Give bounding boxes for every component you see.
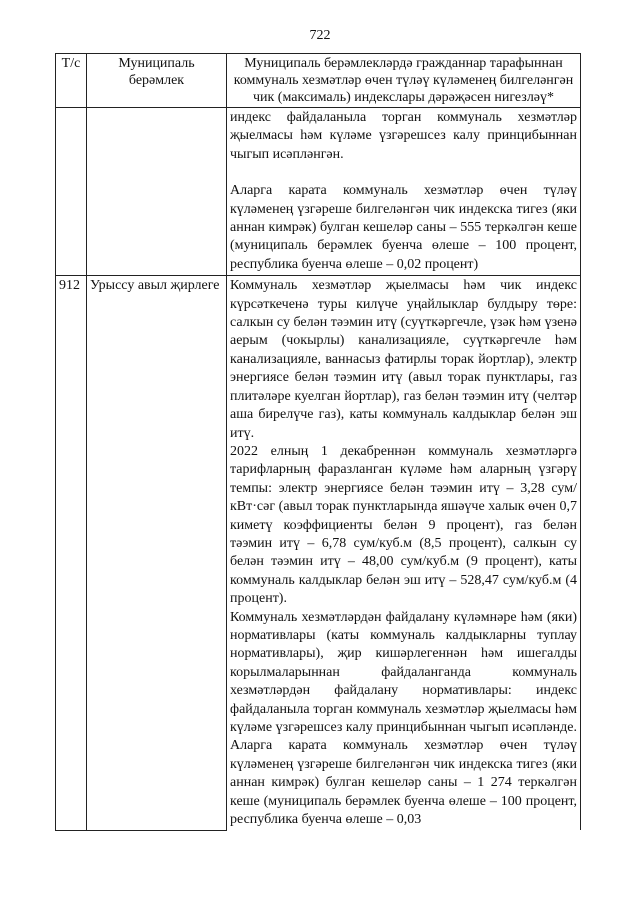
header-municipality: Муниципаль берәмлек [87, 54, 227, 108]
table-row-912 [56, 276, 581, 831]
continuation-municipality-cell [87, 108, 227, 276]
header-number: Т/с [56, 54, 87, 108]
paragraph: Аларга карата коммуналь хезмәтләр өчен түләү күләменең үзгәреше билгеләнгән чик индекска тигез (яки аннан кимрәк) булган кешеләр саны – 555 теркәлгән кеше (муниципаль берәмлек буенча өлеше – 100 процент, республика буенча өлеше – 0,02 процент) [230, 183, 577, 272]
continuation-number-cell [56, 108, 87, 276]
row-text-cell [227, 276, 581, 831]
row-municipality: Урыссу авыл җирлеге [87, 276, 227, 831]
row-number: 912 [56, 276, 87, 831]
paragraph: Коммуналь хезмәтләрдән файдалану күләмнәре һәм (яки) нормативлары (каты коммуналь калдыкларны туплау нормативлары), җир кишәрлегеннән һәм ишегалды корылмаларыннан файдаланганда коммуналь хезмәтләрдән файдалану нормативлары: индекс файдаланыла торган коммуналь хезмәтләр җыелмасы һәм күләме үзгәрешсез калу принцибыннан чыгып исәпләнде. [230, 609, 577, 735]
paragraph: 2022 елның 1 декабреннән коммуналь хезмәтләргә тарифларның фаразланган күләме һәм аларның үзгәрү темпы: электр энергиясе белән тәэмин итү – 3,28 сум/кВт·сәг (авыл торак пунктларында яшәүче халык өчен 0,7 киметү коэффициенты белән 9 процент), газ белән тәэмин итү – 6,78 сум/куб.м (8,5 процент), салкын су белән тәэмин итү – 48,00 сум/куб.м (9 процент), каты коммуналь калдыклар белән эш итү – 528,47 сум/куб.м (4 процент). [230, 443, 577, 607]
header-justification: Муниципаль берәмлекләрдә гражданнар тарафыннан коммуналь хезмәтләр өчен түләү күләменең билгеләнгән чик (максималь) индекслары дәрәҗәсен нигезләү* [227, 54, 581, 108]
paragraph: Коммуналь хезмәтләр җыелмасы һәм чик индекс күрсәткеченә туры килүче уңайлыклар булдыру төре: салкын су белән тәэмин итү (суүткәргечле, үзәк һәм үзенә аерым (чокырлы) канализацияле, суүткәргечле һәм канализацияле, ваннасыз фатирлы торак йортлар), электр энергиясе белән тәэмин итү (авыл торак пунктлары, газ плитәләре куелган йортлар), газ белән тәэмин итү (челтәр аша бирелүче газ), каты коммуналь калдыклар белән эш итү. [230, 278, 578, 441]
page-number: 722 [309, 28, 331, 43]
tariff-index-table [55, 53, 581, 831]
table-header-row [56, 54, 581, 108]
continuation-text-cell [227, 108, 581, 276]
table-row-continuation [56, 108, 581, 276]
paragraph: индекс файдаланыла торган коммуналь хезмәтләр җыелмасы һәм күләме үзгәрешсез калу принцибыннан чыгып исәпләнгән. [230, 110, 577, 162]
paragraph: Аларга карата коммуналь хезмәтләр өчен түләү күләменең үзгәреше билгеләнгән чик индекска тигез (яки аннан кимрәк) булган кешеләр саны – 1 274 теркәлгән кеше (муниципаль берәмлек буенча өлеше – 100 процент, республика буенча өлеше – 0,03 [230, 738, 577, 828]
